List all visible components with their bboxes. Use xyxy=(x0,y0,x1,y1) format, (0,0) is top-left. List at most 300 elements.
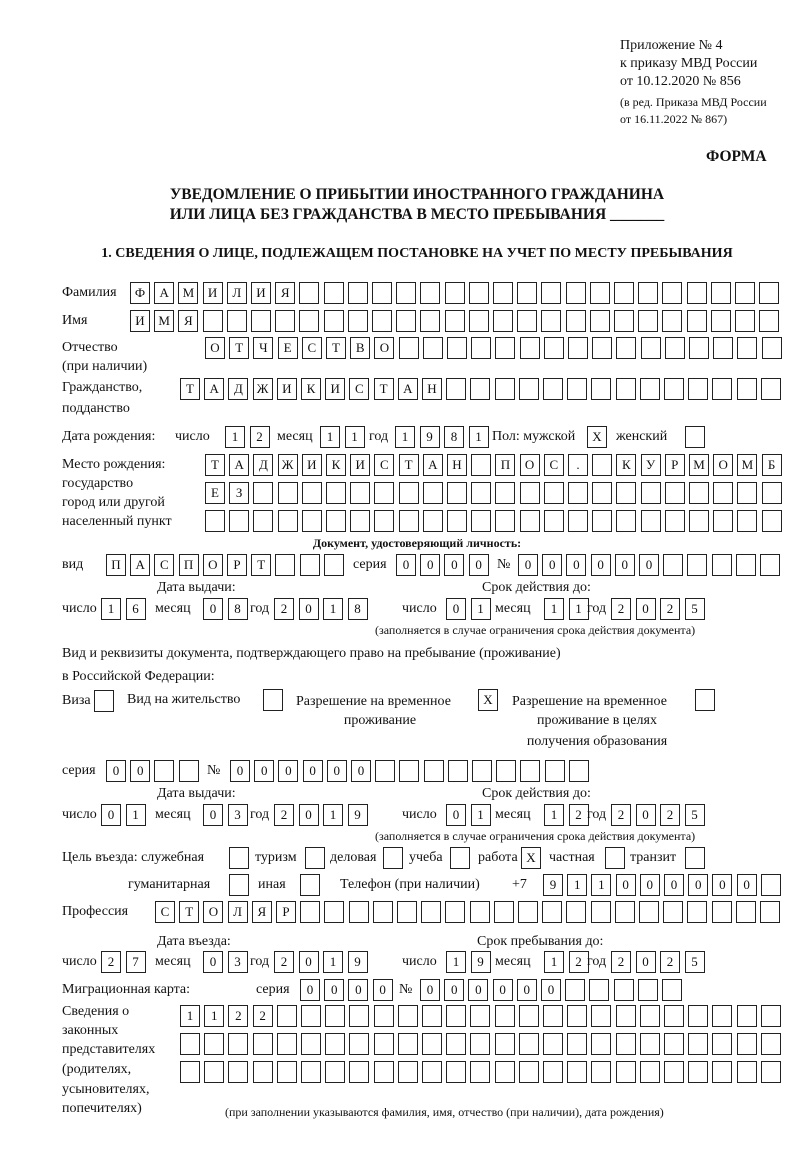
char-cell[interactable] xyxy=(349,901,369,923)
char-cell[interactable] xyxy=(591,1033,611,1055)
char-cell[interactable] xyxy=(420,310,440,332)
char-cell[interactable] xyxy=(348,310,368,332)
char-cell[interactable] xyxy=(253,482,273,504)
char-cell[interactable] xyxy=(712,1005,732,1027)
char-cell[interactable] xyxy=(591,378,611,400)
char-cell[interactable] xyxy=(374,1033,394,1055)
char-cell[interactable] xyxy=(640,1033,660,1055)
char-cell[interactable] xyxy=(567,1033,587,1055)
char-cell[interactable]: Т xyxy=(180,378,200,400)
char-cell[interactable]: 3 xyxy=(228,951,248,973)
char-cell[interactable] xyxy=(520,482,540,504)
char-cell[interactable] xyxy=(277,1061,297,1083)
char-cell[interactable] xyxy=(616,1005,636,1027)
char-cell[interactable] xyxy=(396,282,416,304)
char-cell[interactable]: Д xyxy=(228,378,248,400)
checkbox[interactable] xyxy=(229,847,249,869)
char-cell[interactable] xyxy=(422,1033,442,1055)
char-cell[interactable]: 0 xyxy=(591,554,611,576)
char-cell[interactable]: 1 xyxy=(323,804,343,826)
char-cell[interactable] xyxy=(543,1005,563,1027)
char-cell[interactable] xyxy=(713,510,733,532)
char-cell[interactable]: У xyxy=(641,454,661,476)
char-cell[interactable]: И xyxy=(251,282,271,304)
char-cell[interactable] xyxy=(373,901,393,923)
char-cell[interactable] xyxy=(665,482,685,504)
char-cell[interactable]: Я xyxy=(275,282,295,304)
char-cell[interactable]: 6 xyxy=(126,598,146,620)
char-cell[interactable]: 0 xyxy=(616,874,636,896)
char-cell[interactable] xyxy=(662,979,682,1001)
char-cell[interactable] xyxy=(519,1061,539,1083)
char-cell[interactable] xyxy=(664,1005,684,1027)
char-cell[interactable]: М xyxy=(737,454,757,476)
char-cell[interactable]: 0 xyxy=(420,554,440,576)
char-cell[interactable] xyxy=(762,337,782,359)
char-cell[interactable] xyxy=(737,482,757,504)
char-cell[interactable] xyxy=(399,482,419,504)
char-cell[interactable]: Ф xyxy=(130,282,150,304)
char-cell[interactable] xyxy=(253,510,273,532)
char-cell[interactable]: 2 xyxy=(228,1005,248,1027)
char-cell[interactable]: А xyxy=(398,378,418,400)
char-cell[interactable]: Н xyxy=(447,454,467,476)
char-cell[interactable]: С xyxy=(155,901,175,923)
char-cell[interactable]: 1 xyxy=(469,426,489,448)
char-cell[interactable] xyxy=(374,1061,394,1083)
char-cell[interactable]: 2 xyxy=(611,598,631,620)
char-cell[interactable]: С xyxy=(349,378,369,400)
char-cell[interactable] xyxy=(713,482,733,504)
char-cell[interactable]: 0 xyxy=(541,979,561,1001)
char-cell[interactable]: 9 xyxy=(543,874,563,896)
char-cell[interactable] xyxy=(737,378,757,400)
char-cell[interactable]: 2 xyxy=(569,804,589,826)
char-cell[interactable] xyxy=(518,901,538,923)
char-cell[interactable]: 1 xyxy=(101,598,121,620)
char-cell[interactable] xyxy=(448,760,468,782)
char-cell[interactable] xyxy=(761,1033,781,1055)
char-cell[interactable] xyxy=(541,282,561,304)
char-cell[interactable] xyxy=(445,282,465,304)
char-cell[interactable] xyxy=(423,337,443,359)
char-cell[interactable]: 0 xyxy=(542,554,562,576)
char-cell[interactable] xyxy=(350,510,370,532)
char-cell[interactable] xyxy=(399,337,419,359)
char-cell[interactable]: 1 xyxy=(395,426,415,448)
char-cell[interactable]: 0 xyxy=(664,874,684,896)
char-cell[interactable] xyxy=(445,901,465,923)
char-cell[interactable] xyxy=(520,337,540,359)
char-cell[interactable] xyxy=(665,337,685,359)
char-cell[interactable] xyxy=(299,310,319,332)
char-cell[interactable] xyxy=(446,378,466,400)
char-cell[interactable] xyxy=(759,310,779,332)
char-cell[interactable]: 0 xyxy=(420,979,440,1001)
char-cell[interactable] xyxy=(545,760,565,782)
char-cell[interactable]: А xyxy=(423,454,443,476)
char-cell[interactable] xyxy=(471,510,491,532)
char-cell[interactable]: 0 xyxy=(106,760,126,782)
char-cell[interactable] xyxy=(737,1033,757,1055)
char-cell[interactable] xyxy=(495,1005,515,1027)
char-cell[interactable] xyxy=(737,510,757,532)
char-cell[interactable]: 0 xyxy=(493,979,513,1001)
char-cell[interactable] xyxy=(615,901,635,923)
char-cell[interactable]: С xyxy=(302,337,322,359)
char-cell[interactable] xyxy=(423,510,443,532)
char-cell[interactable]: Т xyxy=(326,337,346,359)
char-cell[interactable]: 8 xyxy=(348,598,368,620)
char-cell[interactable]: О xyxy=(203,554,223,576)
char-cell[interactable] xyxy=(446,1005,466,1027)
char-cell[interactable]: 5 xyxy=(685,598,705,620)
char-cell[interactable] xyxy=(566,310,586,332)
char-cell[interactable]: 1 xyxy=(471,598,491,620)
char-cell[interactable] xyxy=(712,554,732,576)
char-cell[interactable] xyxy=(446,1033,466,1055)
checkbox-edu-residence[interactable] xyxy=(695,689,715,711)
char-cell[interactable]: 0 xyxy=(444,554,464,576)
char-cell[interactable]: 0 xyxy=(636,598,656,620)
char-cell[interactable]: В xyxy=(350,337,370,359)
char-cell[interactable]: 0 xyxy=(327,760,347,782)
char-cell[interactable]: 1 xyxy=(320,426,340,448)
char-cell[interactable] xyxy=(761,1005,781,1027)
char-cell[interactable] xyxy=(737,337,757,359)
char-cell[interactable]: 1 xyxy=(471,804,491,826)
char-cell[interactable] xyxy=(278,510,298,532)
char-cell[interactable] xyxy=(638,310,658,332)
char-cell[interactable] xyxy=(736,554,756,576)
char-cell[interactable]: 8 xyxy=(228,598,248,620)
char-cell[interactable]: И xyxy=(130,310,150,332)
char-cell[interactable]: 0 xyxy=(566,554,586,576)
char-cell[interactable] xyxy=(179,760,199,782)
char-cell[interactable] xyxy=(251,310,271,332)
char-cell[interactable]: Ж xyxy=(278,454,298,476)
char-cell[interactable] xyxy=(712,1033,732,1055)
char-cell[interactable] xyxy=(737,1005,757,1027)
char-cell[interactable]: Н xyxy=(422,378,442,400)
char-cell[interactable]: А xyxy=(204,378,224,400)
char-cell[interactable] xyxy=(374,482,394,504)
char-cell[interactable]: 1 xyxy=(323,598,343,620)
char-cell[interactable]: Т xyxy=(374,378,394,400)
char-cell[interactable]: И xyxy=(277,378,297,400)
char-cell[interactable]: 1 xyxy=(591,874,611,896)
char-cell[interactable] xyxy=(712,378,732,400)
char-cell[interactable]: С xyxy=(544,454,564,476)
char-cell[interactable]: Т xyxy=(229,337,249,359)
char-cell[interactable] xyxy=(616,378,636,400)
char-cell[interactable]: 8 xyxy=(444,426,464,448)
char-cell[interactable] xyxy=(519,1005,539,1027)
char-cell[interactable] xyxy=(301,1033,321,1055)
char-cell[interactable] xyxy=(299,282,319,304)
char-cell[interactable]: О xyxy=(713,454,733,476)
checkbox[interactable] xyxy=(685,847,705,869)
char-cell[interactable]: О xyxy=(520,454,540,476)
char-cell[interactable]: 0 xyxy=(396,554,416,576)
char-cell[interactable] xyxy=(689,337,709,359)
char-cell[interactable]: 2 xyxy=(611,804,631,826)
char-cell[interactable]: 0 xyxy=(299,598,319,620)
char-cell[interactable]: Л xyxy=(227,282,247,304)
char-cell[interactable]: Ж xyxy=(253,378,273,400)
char-cell[interactable] xyxy=(663,901,683,923)
char-cell[interactable] xyxy=(712,901,732,923)
char-cell[interactable] xyxy=(762,482,782,504)
char-cell[interactable] xyxy=(760,901,780,923)
char-cell[interactable]: С xyxy=(374,454,394,476)
char-cell[interactable] xyxy=(398,1061,418,1083)
char-cell[interactable] xyxy=(348,282,368,304)
char-cell[interactable]: О xyxy=(374,337,394,359)
char-cell[interactable] xyxy=(495,510,515,532)
char-cell[interactable] xyxy=(762,510,782,532)
checkbox-female[interactable] xyxy=(685,426,705,448)
char-cell[interactable] xyxy=(275,554,295,576)
char-cell[interactable] xyxy=(275,310,295,332)
char-cell[interactable]: 2 xyxy=(101,951,121,973)
char-cell[interactable] xyxy=(687,310,707,332)
char-cell[interactable] xyxy=(253,1033,273,1055)
char-cell[interactable] xyxy=(324,310,344,332)
char-cell[interactable] xyxy=(205,510,225,532)
char-cell[interactable] xyxy=(736,901,756,923)
char-cell[interactable] xyxy=(420,282,440,304)
char-cell[interactable] xyxy=(495,337,515,359)
char-cell[interactable] xyxy=(324,554,344,576)
char-cell[interactable]: Д xyxy=(253,454,273,476)
char-cell[interactable] xyxy=(759,282,779,304)
char-cell[interactable]: 2 xyxy=(660,598,680,620)
char-cell[interactable] xyxy=(421,901,441,923)
char-cell[interactable]: А xyxy=(229,454,249,476)
char-cell[interactable] xyxy=(471,337,491,359)
char-cell[interactable] xyxy=(638,979,658,1001)
char-cell[interactable] xyxy=(374,1005,394,1027)
char-cell[interactable]: Я xyxy=(252,901,272,923)
char-cell[interactable]: М xyxy=(689,454,709,476)
char-cell[interactable] xyxy=(688,1033,708,1055)
char-cell[interactable]: 9 xyxy=(420,426,440,448)
char-cell[interactable] xyxy=(469,310,489,332)
char-cell[interactable]: Р xyxy=(227,554,247,576)
char-cell[interactable]: Т xyxy=(179,901,199,923)
char-cell[interactable]: 0 xyxy=(517,979,537,1001)
char-cell[interactable]: 2 xyxy=(253,1005,273,1027)
char-cell[interactable] xyxy=(566,901,586,923)
char-cell[interactable]: 1 xyxy=(180,1005,200,1027)
char-cell[interactable] xyxy=(300,554,320,576)
char-cell[interactable] xyxy=(567,1005,587,1027)
char-cell[interactable] xyxy=(544,510,564,532)
char-cell[interactable]: 0 xyxy=(737,874,757,896)
char-cell[interactable]: 1 xyxy=(225,426,245,448)
char-cell[interactable] xyxy=(374,510,394,532)
char-cell[interactable] xyxy=(640,1061,660,1083)
char-cell[interactable]: 0 xyxy=(278,760,298,782)
char-cell[interactable] xyxy=(301,1005,321,1027)
checkbox-visa[interactable] xyxy=(94,690,114,712)
char-cell[interactable]: 0 xyxy=(299,804,319,826)
char-cell[interactable] xyxy=(641,510,661,532)
char-cell[interactable] xyxy=(688,378,708,400)
char-cell[interactable] xyxy=(470,901,490,923)
char-cell[interactable] xyxy=(519,378,539,400)
char-cell[interactable] xyxy=(277,1005,297,1027)
char-cell[interactable]: К xyxy=(616,454,636,476)
char-cell[interactable]: 0 xyxy=(203,804,223,826)
char-cell[interactable]: 0 xyxy=(615,554,635,576)
char-cell[interactable] xyxy=(664,378,684,400)
char-cell[interactable] xyxy=(180,1033,200,1055)
char-cell[interactable] xyxy=(469,282,489,304)
char-cell[interactable] xyxy=(614,282,634,304)
checkbox[interactable] xyxy=(229,874,249,896)
char-cell[interactable]: 3 xyxy=(228,804,248,826)
char-cell[interactable]: 0 xyxy=(446,804,466,826)
char-cell[interactable]: 2 xyxy=(611,951,631,973)
char-cell[interactable]: 0 xyxy=(300,979,320,1001)
char-cell[interactable]: 0 xyxy=(299,951,319,973)
char-cell[interactable] xyxy=(761,378,781,400)
char-cell[interactable]: 2 xyxy=(274,598,294,620)
char-cell[interactable] xyxy=(495,482,515,504)
char-cell[interactable]: 1 xyxy=(446,951,466,973)
char-cell[interactable] xyxy=(204,1061,224,1083)
char-cell[interactable]: С xyxy=(154,554,174,576)
char-cell[interactable]: 0 xyxy=(203,951,223,973)
char-cell[interactable] xyxy=(638,282,658,304)
char-cell[interactable] xyxy=(324,901,344,923)
char-cell[interactable] xyxy=(300,901,320,923)
char-cell[interactable] xyxy=(592,337,612,359)
char-cell[interactable]: А xyxy=(154,282,174,304)
char-cell[interactable]: И xyxy=(325,378,345,400)
char-cell[interactable] xyxy=(495,1061,515,1083)
char-cell[interactable] xyxy=(397,901,417,923)
char-cell[interactable]: Я xyxy=(178,310,198,332)
char-cell[interactable] xyxy=(398,1033,418,1055)
char-cell[interactable] xyxy=(761,1061,781,1083)
char-cell[interactable]: Е xyxy=(205,482,225,504)
char-cell[interactable] xyxy=(349,1061,369,1083)
char-cell[interactable]: Т xyxy=(205,454,225,476)
char-cell[interactable] xyxy=(326,510,346,532)
char-cell[interactable] xyxy=(399,760,419,782)
char-cell[interactable] xyxy=(592,510,612,532)
char-cell[interactable]: И xyxy=(350,454,370,476)
char-cell[interactable]: 1 xyxy=(345,426,365,448)
char-cell[interactable]: Е xyxy=(278,337,298,359)
char-cell[interactable] xyxy=(470,1005,490,1027)
char-cell[interactable]: 2 xyxy=(250,426,270,448)
char-cell[interactable] xyxy=(711,310,731,332)
char-cell[interactable]: К xyxy=(326,454,346,476)
char-cell[interactable] xyxy=(592,454,612,476)
char-cell[interactable] xyxy=(568,510,588,532)
char-cell[interactable] xyxy=(568,482,588,504)
char-cell[interactable] xyxy=(519,1033,539,1055)
char-cell[interactable] xyxy=(687,554,707,576)
checkbox[interactable] xyxy=(300,874,320,896)
char-cell[interactable]: 0 xyxy=(130,760,150,782)
char-cell[interactable] xyxy=(325,1033,345,1055)
char-cell[interactable] xyxy=(544,337,564,359)
char-cell[interactable] xyxy=(302,510,322,532)
char-cell[interactable]: 0 xyxy=(446,598,466,620)
char-cell[interactable] xyxy=(496,760,516,782)
char-cell[interactable] xyxy=(493,310,513,332)
char-cell[interactable] xyxy=(590,282,610,304)
char-cell[interactable] xyxy=(399,510,419,532)
char-cell[interactable]: 0 xyxy=(351,760,371,782)
char-cell[interactable]: Л xyxy=(228,901,248,923)
char-cell[interactable] xyxy=(616,482,636,504)
char-cell[interactable] xyxy=(591,1005,611,1027)
char-cell[interactable] xyxy=(641,482,661,504)
char-cell[interactable]: Ч xyxy=(253,337,273,359)
char-cell[interactable]: 2 xyxy=(660,951,680,973)
char-cell[interactable]: М xyxy=(154,310,174,332)
char-cell[interactable] xyxy=(324,282,344,304)
char-cell[interactable] xyxy=(760,554,780,576)
char-cell[interactable] xyxy=(495,378,515,400)
char-cell[interactable] xyxy=(398,1005,418,1027)
char-cell[interactable]: 0 xyxy=(230,760,250,782)
char-cell[interactable]: Б xyxy=(762,454,782,476)
char-cell[interactable] xyxy=(687,901,707,923)
checkbox[interactable] xyxy=(383,847,403,869)
char-cell[interactable] xyxy=(569,760,589,782)
char-cell[interactable]: 0 xyxy=(469,554,489,576)
char-cell[interactable] xyxy=(277,1033,297,1055)
char-cell[interactable] xyxy=(180,1061,200,1083)
char-cell[interactable]: 0 xyxy=(444,979,464,1001)
char-cell[interactable]: Р xyxy=(665,454,685,476)
char-cell[interactable] xyxy=(664,1033,684,1055)
char-cell[interactable] xyxy=(350,482,370,504)
char-cell[interactable] xyxy=(253,1061,273,1083)
checkbox-male[interactable]: X xyxy=(587,426,607,448)
char-cell[interactable] xyxy=(616,337,636,359)
char-cell[interactable] xyxy=(493,282,513,304)
checkbox[interactable] xyxy=(605,847,625,869)
char-cell[interactable]: 0 xyxy=(373,979,393,1001)
char-cell[interactable]: 1 xyxy=(126,804,146,826)
checkbox-residence[interactable] xyxy=(263,689,283,711)
char-cell[interactable] xyxy=(616,510,636,532)
char-cell[interactable] xyxy=(470,378,490,400)
char-cell[interactable]: Т xyxy=(399,454,419,476)
char-cell[interactable] xyxy=(565,979,585,1001)
char-cell[interactable] xyxy=(542,901,562,923)
char-cell[interactable] xyxy=(470,1061,490,1083)
char-cell[interactable]: 2 xyxy=(274,951,294,973)
char-cell[interactable] xyxy=(326,482,346,504)
char-cell[interactable] xyxy=(544,482,564,504)
char-cell[interactable]: А xyxy=(130,554,150,576)
char-cell[interactable] xyxy=(640,378,660,400)
char-cell[interactable] xyxy=(154,760,174,782)
char-cell[interactable] xyxy=(517,310,537,332)
char-cell[interactable] xyxy=(349,1005,369,1027)
char-cell[interactable]: 9 xyxy=(471,951,491,973)
char-cell[interactable]: 0 xyxy=(518,554,538,576)
